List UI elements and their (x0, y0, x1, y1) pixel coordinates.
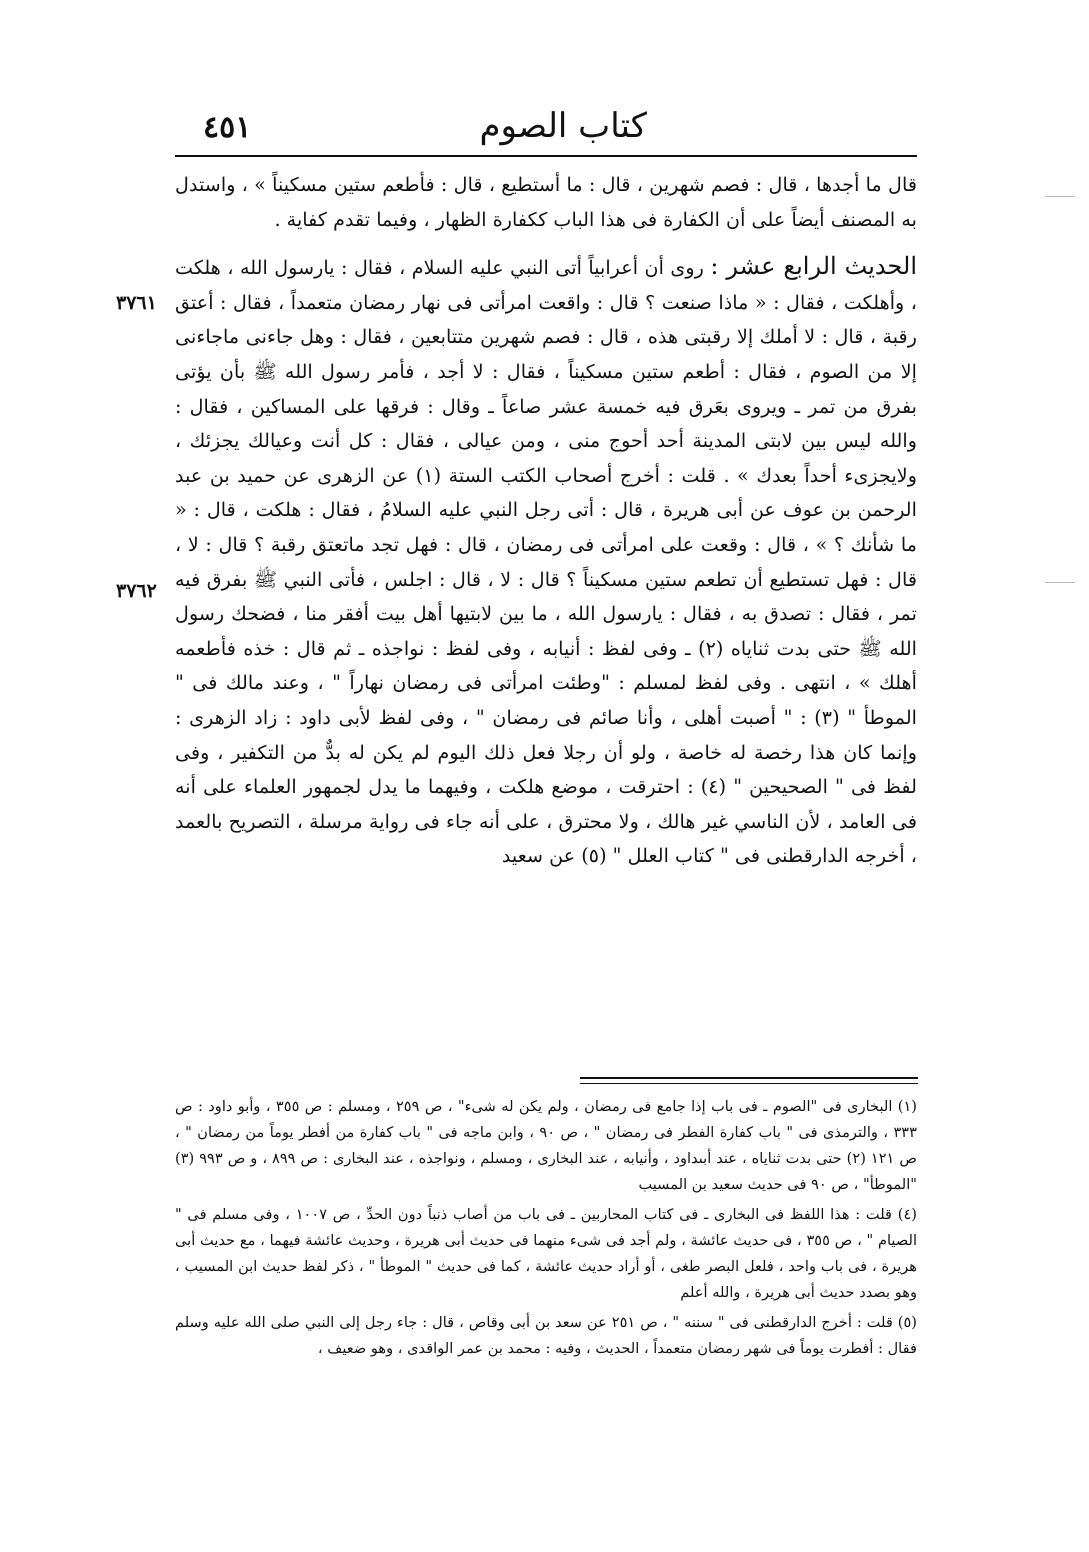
hadith-number-3762: ٣٧٦٢ (116, 580, 157, 602)
main-text (175, 168, 917, 880)
margin-tick (1045, 196, 1075, 197)
page-number: ٤٥١ (203, 110, 252, 145)
footnote-item: (٤) قلت : هذا اللفظ فى البخارى ـ فى كتاب المحاربين ـ فى باب من أصاب ذنباً دون الحدِّ ، ص ١٠٠٧ ، وفى مسلم فى " الصيام " ، ص ٣٥٥ ، فى حديث عائشة ، ولم أجد فى شىء منهما فى حديث أبى هريرة ، وحديث عائشة فيهما ، مع حديث أبى هريرة ، فى باب واحد ، فلعل البصر طغى ، أو أراد حديث عائشة ، كما فى حديث " الموطأ " ، ذكر لفظ حديث ابن المسيب ، وهو بصدد حديث أبى هريرة ، والله أعلم (175, 1206, 917, 1301)
footnote-rule-thin (580, 1083, 918, 1084)
qultu-text: أخرج أصحاب الكتب الستة (١) عن الزهرى عن حميد بن عبد الرحمن بن عوف عن أبى هريرة ، قال : أتى رجل النبي عليه السلامُ ، فقال : هلكت ، قال : « ما شأنك ؟ » ، قال : وقعت على امرأتى فى رمضان ، قال : فهل تجد ماتعتق رقبة ؟ قال : لا ، قال : فهل تستطيع أن تطعم ستين مسكيناً ؟ قال : لا ، قال : اجلس ، فأتى النبي ﷺ بفرق فيه تمر ، فقال : تصدق به ، فقال : يارسول الله ، ما بين لابتيها أهل بيت أفقر منا ، فضحك رسول الله ﷺ حتى بدت ثناياه (٢) ـ وفى لفظ : أنيابه ، وفى لفظ : نواجذه ـ ثم قال : خذه فأطعمه أهلك » ، انتهى . وفى لفظ لمسلم : "وطئت امرأتى فى رمضان نهاراً " ، وعند مالك فى " الموطأ " (٣) : " أصبت أهلى ، وأنا صائم فى رمضان " ، وفى لفظ لأبى داود : زاد الزهرى : وإنما كان هذا رخصة له خاصة ، ولو أن رجلا فعل ذلك اليوم لم يكن له بدٌّ من التكفير ، وفى لفظ فى " الصحيحين " (٤) : احترقت ، موضع هلكت ، وفيهما ما يدل لجمهور العلماء على أنه فى العامد ، لأن الناسي غير هالك ، ولا محترق ، على أنه جاء فى رواية مرسلة ، التصريح بالعمد ، أخرجه الدارقطنى فى " كتاب العلل " (٥) عن سعيد (175, 463, 918, 868)
intro-paragraph: قال ما أجدها ، قال : فصم شهرين ، قال : ما أستطيع ، قال : فأطعم ستين مسكيناً » ، واستدل به المصنف أيضاً على أن الكفارة فى هذا الباب ككفارة الظهار ، وفيما تقدم كفاية . (175, 173, 917, 231)
hadith-number-3761: ٣٧٦١ (116, 292, 157, 314)
margin-tick (1045, 582, 1075, 583)
footnote-rule (580, 1077, 918, 1079)
hadith-text: روى أن أعرابياً أتى النبي عليه السلام ، فقال : يارسول الله ، هلكت ، وأهلكت ، فقال : « ماذا صنعت ؟ قال : واقعت امرأتى فى نهار رمضان متعمداً ، فقال : أعتق رقبة ، قال : لا أملك إلا رقبتى هذه ، قال : فصم شهرين متتابعين ، فقال : وهل جاءنى ماجاءنى إلا من الصوم ، فقال : أطعم ستين مسكيناً ، فقال : لا أجد ، فأمر رسول الله ﷺ بأن يؤتى بفرق من تمر ـ ويروى بعَرق فيه خمسة عشر صاعاً ـ وقال : فرقها على المساكين ، فقال : والله ليس بين لابتى المدينة أحد أحوج منى ، ومن عيالى ، فقال : كل أنت وعيالك يجزئك ، ولايجزىء أحداً بعدك » . (175, 256, 917, 487)
chapter-title: كتاب الصوم (479, 106, 647, 146)
qultu-heading: قلت : (667, 463, 716, 487)
hadith-heading: الحديث الرابع عشر : (710, 252, 917, 281)
header-rule (175, 155, 917, 157)
page-header (175, 104, 917, 152)
footnote-item: (١) البخارى فى "الصوم ـ فى باب إذا جامع فى رمضان ، ولم يكن له شىء" ، ص ٢٥٩ ، ومسلم : ص ٣٥٥ ، وأبو داود : ص ٣٣٣ ، والترمذى فى " باب كفارة الفطر فى رمضان " ، ص ٩٠ ، وابن ماجه فى " باب كفارة من أفطر يوماً من رمضان " ، ص ١٢١ (٢) حتى بدت ثناياه ، عند أبىداود ، وأنيابه ، عند البخارى ، ومسلم ، ونواجذه ، عند البخارى : ص ٨٩٩ ، و ص ٩٩٣ (٣) "الموطأ" ، ص ٩٠ فى حديث سعيد بن المسيب (175, 1098, 917, 1193)
footnote-item: (٥) قلت : أخرج الدارقطنى فى " سننه " ، ص ٢٥١ عن سعد بن أبى وقاص ، قال : جاء رجل إلى النبي صلى الله عليه وسلم فقال : أفطرت يوماً فى شهر رمضان متعمداً ، الحديث ، وفيه : محمد بن عمر الواقدى ، وهو ضعيف ، (175, 1314, 917, 1357)
footnotes (175, 1094, 917, 1366)
hadith-paragraph (175, 249, 917, 874)
